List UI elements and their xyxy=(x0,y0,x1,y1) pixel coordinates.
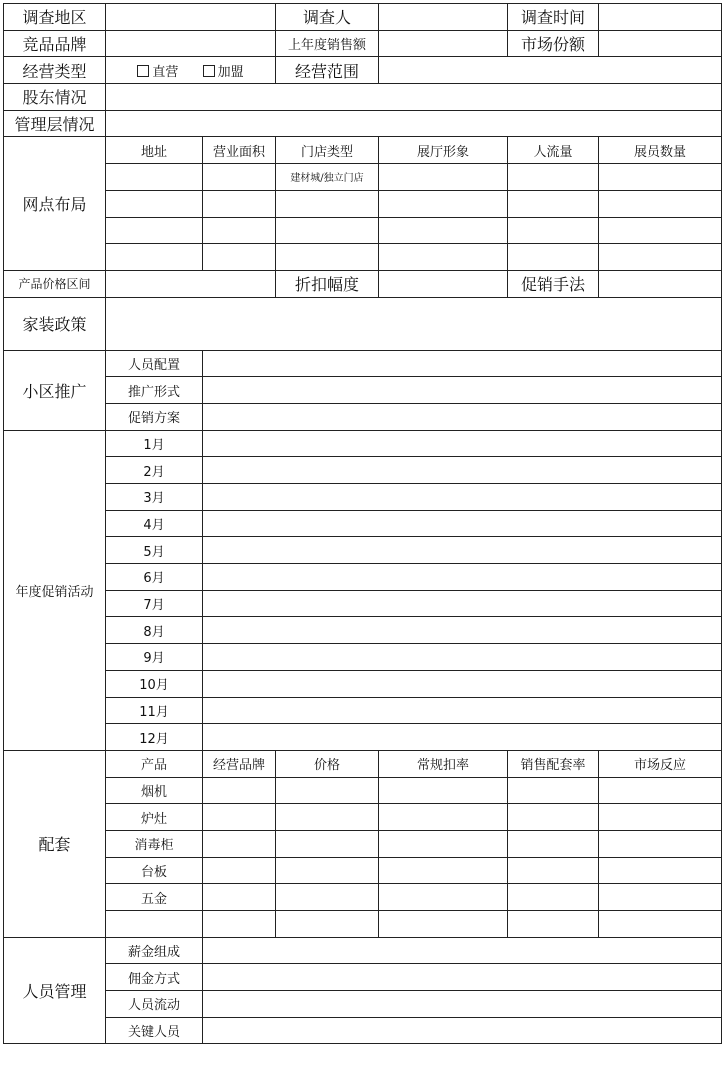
col-price: 价格 xyxy=(276,750,379,777)
cell[interactable] xyxy=(508,830,599,857)
row-brand xyxy=(4,30,722,57)
outlets-header-row xyxy=(4,137,722,164)
community-row xyxy=(4,403,722,430)
label-discount: 折扣幅度 xyxy=(276,270,379,297)
staff-row-label: 薪金组成 xyxy=(106,937,203,964)
survey-form xyxy=(3,3,722,1044)
label-home-decor-policy: 家装政策 xyxy=(4,297,106,350)
community-row-label: 人员配置 xyxy=(106,350,203,377)
row-management xyxy=(4,110,722,137)
month-label: 4月 xyxy=(106,510,203,537)
col-address: 地址 xyxy=(106,137,203,164)
input-cell[interactable] xyxy=(203,617,722,644)
staff-row-label: 人员流动 xyxy=(106,991,203,1018)
cell[interactable] xyxy=(106,217,203,244)
cell[interactable] xyxy=(276,217,379,244)
product-name: 烟机 xyxy=(106,777,203,804)
month-row xyxy=(4,670,722,697)
supporting-row xyxy=(4,884,722,911)
label-supporting: 配套 xyxy=(4,750,106,937)
month-label: 9月 xyxy=(106,644,203,671)
col-attach-rate: 销售配套率 xyxy=(508,750,599,777)
cell[interactable] xyxy=(508,217,599,244)
input-discount[interactable] xyxy=(379,270,508,297)
month-label: 1月 xyxy=(106,430,203,457)
checkbox-icon xyxy=(137,65,149,77)
community-row xyxy=(4,350,722,377)
label-surveyor: 调查人 xyxy=(276,4,379,31)
cell[interactable] xyxy=(508,884,599,911)
cell[interactable] xyxy=(203,804,276,831)
staff-row xyxy=(4,937,722,964)
label-business-scope: 经营范围 xyxy=(276,57,379,84)
row-region xyxy=(4,4,722,31)
input-shareholders[interactable] xyxy=(106,84,722,111)
outlet-row xyxy=(4,164,722,191)
cell[interactable] xyxy=(276,857,379,884)
month-row xyxy=(4,537,722,564)
month-label: 3月 xyxy=(106,484,203,511)
community-row-label: 促销方案 xyxy=(106,403,203,430)
col-staff-count: 展员数量 xyxy=(599,137,722,164)
option-direct-label: 直营 xyxy=(152,64,179,80)
checkbox-icon xyxy=(203,65,215,77)
label-competitor-brand: 竞品品牌 xyxy=(4,30,106,57)
month-label: 7月 xyxy=(106,590,203,617)
cell[interactable] xyxy=(599,884,722,911)
input-cell[interactable] xyxy=(203,377,722,404)
cell[interactable] xyxy=(106,244,203,271)
input-cell[interactable] xyxy=(203,457,722,484)
row-shareholders xyxy=(4,84,722,111)
label-price-range: 产品价格区间 xyxy=(4,270,106,297)
supporting-row xyxy=(4,804,722,831)
label-management: 管理层情况 xyxy=(4,110,106,137)
label-outlets: 网点布局 xyxy=(4,137,106,270)
month-row xyxy=(4,484,722,511)
col-discount-rate: 常规扣率 xyxy=(379,750,508,777)
community-row xyxy=(4,377,722,404)
option-direct[interactable] xyxy=(137,61,178,80)
col-brand: 经营品牌 xyxy=(203,750,276,777)
outlet-row xyxy=(4,217,722,244)
option-franchise-label: 加盟 xyxy=(217,64,244,80)
col-store-type: 门店类型 xyxy=(276,137,379,164)
label-staff: 人员管理 xyxy=(4,937,106,1044)
cell[interactable] xyxy=(276,244,379,271)
input-cell[interactable] xyxy=(203,564,722,591)
col-showroom: 展厅形象 xyxy=(379,137,508,164)
input-cell[interactable] xyxy=(203,991,722,1018)
cell[interactable] xyxy=(508,804,599,831)
cell[interactable] xyxy=(379,164,508,191)
input-market-share[interactable] xyxy=(599,30,722,57)
col-product: 产品 xyxy=(106,750,203,777)
month-row xyxy=(4,457,722,484)
input-cell[interactable] xyxy=(203,484,722,511)
outlet-row xyxy=(4,244,722,271)
store-type-note: 建材城/独立门店 xyxy=(276,164,379,191)
cell[interactable] xyxy=(599,804,722,831)
month-row xyxy=(4,590,722,617)
cell[interactable] xyxy=(508,190,599,217)
product-name: 台板 xyxy=(106,857,203,884)
label-shareholders: 股东情况 xyxy=(4,84,106,111)
month-label: 6月 xyxy=(106,564,203,591)
cell[interactable] xyxy=(203,830,276,857)
label-last-year-sales: 上年度销售额 xyxy=(276,30,379,57)
cell[interactable] xyxy=(276,911,379,938)
supporting-row xyxy=(4,857,722,884)
month-row xyxy=(4,564,722,591)
row-business-type xyxy=(4,57,722,84)
staff-row xyxy=(4,991,722,1018)
product-name[interactable] xyxy=(106,911,203,938)
input-cell[interactable] xyxy=(203,1017,722,1044)
input-survey-time[interactable] xyxy=(599,4,722,31)
cell[interactable] xyxy=(379,830,508,857)
cell[interactable] xyxy=(508,164,599,191)
cell[interactable] xyxy=(599,830,722,857)
cell[interactable] xyxy=(203,244,276,271)
cell[interactable] xyxy=(599,164,722,191)
month-row xyxy=(4,724,722,751)
cell[interactable] xyxy=(508,857,599,884)
month-label: 12月 xyxy=(106,724,203,751)
cell[interactable] xyxy=(276,884,379,911)
cell[interactable] xyxy=(508,244,599,271)
cell[interactable] xyxy=(599,217,722,244)
cell[interactable] xyxy=(276,830,379,857)
cell[interactable] xyxy=(379,911,508,938)
business-type-options xyxy=(106,57,276,84)
cell[interactable] xyxy=(203,911,276,938)
input-cell[interactable] xyxy=(203,403,722,430)
cell[interactable] xyxy=(599,777,722,804)
cell[interactable] xyxy=(599,911,722,938)
cell[interactable] xyxy=(379,884,508,911)
row-pricing xyxy=(4,270,722,297)
month-label: 8月 xyxy=(106,617,203,644)
cell[interactable] xyxy=(203,884,276,911)
month-row xyxy=(4,617,722,644)
month-row xyxy=(4,697,722,724)
input-last-year-sales[interactable] xyxy=(379,30,508,57)
input-promo-method[interactable] xyxy=(599,270,722,297)
cell[interactable] xyxy=(379,217,508,244)
month-label: 10月 xyxy=(106,670,203,697)
month-row xyxy=(4,644,722,671)
input-cell[interactable] xyxy=(203,644,722,671)
row-home-decor xyxy=(4,297,722,350)
cell[interactable] xyxy=(379,857,508,884)
label-community: 小区推广 xyxy=(4,350,106,430)
input-cell[interactable] xyxy=(203,724,722,751)
cell[interactable] xyxy=(276,777,379,804)
cell[interactable] xyxy=(203,857,276,884)
cell[interactable] xyxy=(599,190,722,217)
input-cell[interactable] xyxy=(203,964,722,991)
month-row xyxy=(4,510,722,537)
cell[interactable] xyxy=(276,190,379,217)
label-business-type: 经营类型 xyxy=(4,57,106,84)
label-promo-method: 促销手法 xyxy=(508,270,599,297)
cell[interactable] xyxy=(276,804,379,831)
input-management[interactable] xyxy=(106,110,722,137)
month-label: 11月 xyxy=(106,697,203,724)
cell[interactable] xyxy=(106,164,203,191)
month-label: 5月 xyxy=(106,537,203,564)
input-cell[interactable] xyxy=(203,537,722,564)
cell[interactable] xyxy=(599,244,722,271)
month-row xyxy=(4,430,722,457)
cell[interactable] xyxy=(203,190,276,217)
option-franchise[interactable] xyxy=(203,61,244,80)
staff-row-label: 佣金方式 xyxy=(106,964,203,991)
input-surveyor[interactable] xyxy=(379,4,508,31)
supporting-row xyxy=(4,777,722,804)
supporting-row xyxy=(4,911,722,938)
cell[interactable] xyxy=(508,777,599,804)
input-cell[interactable] xyxy=(203,697,722,724)
cell[interactable] xyxy=(379,804,508,831)
supporting-header-row xyxy=(4,750,722,777)
input-business-scope[interactable] xyxy=(379,57,722,84)
input-price-range[interactable] xyxy=(106,270,276,297)
outlet-row xyxy=(4,190,722,217)
staff-row xyxy=(4,1017,722,1044)
cell[interactable] xyxy=(203,777,276,804)
cell[interactable] xyxy=(379,244,508,271)
label-survey-region: 调查地区 xyxy=(4,4,106,31)
cell[interactable] xyxy=(508,911,599,938)
input-competitor-brand[interactable] xyxy=(106,30,276,57)
product-name: 消毒柜 xyxy=(106,830,203,857)
supporting-row xyxy=(4,830,722,857)
staff-row-label: 关键人员 xyxy=(106,1017,203,1044)
col-area: 营业面积 xyxy=(203,137,276,164)
input-cell[interactable] xyxy=(203,430,722,457)
community-row-label: 推广形式 xyxy=(106,377,203,404)
input-home-decor-policy[interactable] xyxy=(106,297,722,350)
product-name: 五金 xyxy=(106,884,203,911)
input-cell[interactable] xyxy=(203,670,722,697)
col-market-response: 市场反应 xyxy=(599,750,722,777)
product-name: 炉灶 xyxy=(106,804,203,831)
month-label: 2月 xyxy=(106,457,203,484)
input-cell[interactable] xyxy=(203,937,722,964)
input-cell[interactable] xyxy=(203,510,722,537)
cell[interactable] xyxy=(106,190,203,217)
cell[interactable] xyxy=(203,217,276,244)
cell[interactable] xyxy=(599,857,722,884)
label-market-share: 市场份额 xyxy=(508,30,599,57)
label-survey-time: 调查时间 xyxy=(508,4,599,31)
staff-row xyxy=(4,964,722,991)
cell[interactable] xyxy=(379,190,508,217)
col-traffic: 人流量 xyxy=(508,137,599,164)
input-cell[interactable] xyxy=(203,350,722,377)
cell[interactable] xyxy=(203,164,276,191)
label-annual-promo: 年度促销活动 xyxy=(4,430,106,750)
cell[interactable] xyxy=(379,777,508,804)
input-cell[interactable] xyxy=(203,590,722,617)
input-survey-region[interactable] xyxy=(106,4,276,31)
